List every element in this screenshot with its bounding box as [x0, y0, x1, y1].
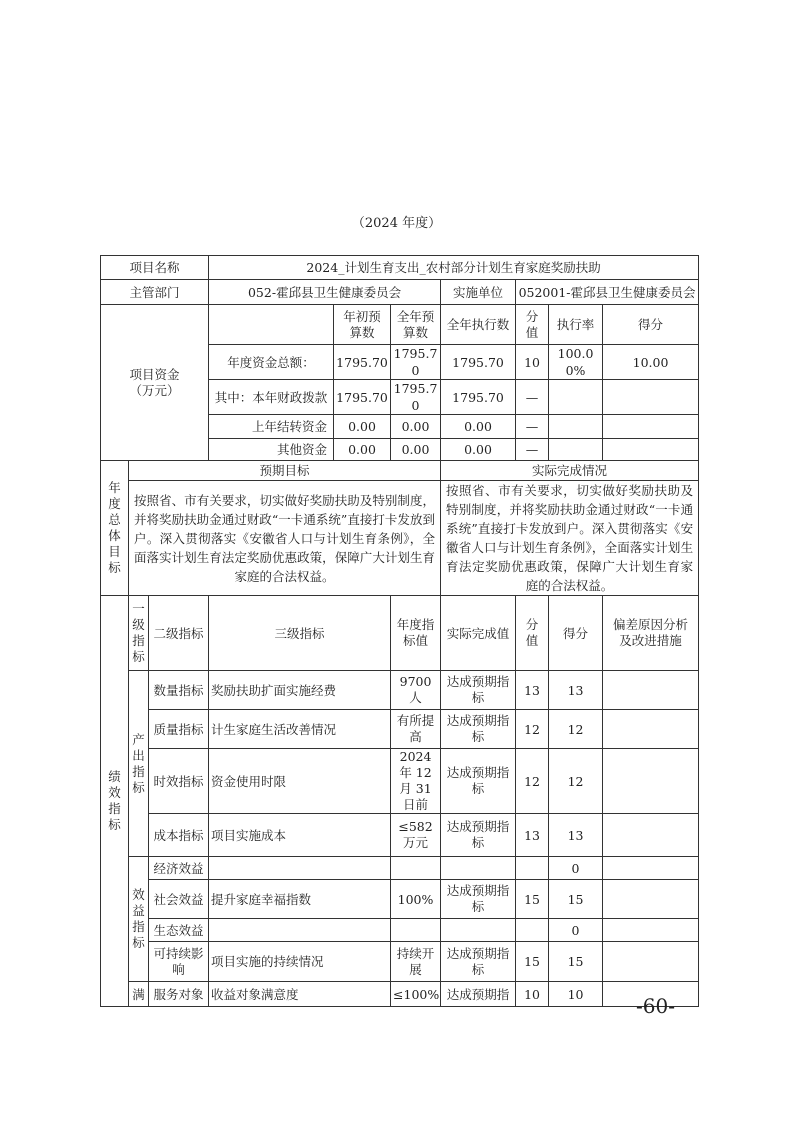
perf-weight: 10: [516, 982, 549, 1007]
dept-value: 052-霍邱县卫生健康委员会: [209, 280, 441, 305]
year-label: （2024 年度）: [351, 216, 442, 231]
perf-target: 2024 年 12 月 31 日前: [391, 749, 441, 814]
actual-goal-label: 实际完成情况: [441, 461, 699, 481]
perf-label: 绩效指标: [101, 596, 129, 1007]
funds-label: 项目资金（万元）: [101, 305, 209, 461]
perf-score: 15: [549, 880, 603, 919]
funds-cell: [549, 415, 603, 439]
funds-cell: 1795.70: [441, 380, 516, 415]
funds-cell: —: [516, 415, 549, 439]
funds-cell: 0.00: [391, 415, 441, 439]
perf-score: 15: [549, 942, 603, 982]
perf-l3: [209, 919, 391, 942]
perf-l3: 资金使用时限: [209, 749, 391, 814]
perf-weight: 13: [516, 814, 549, 857]
perf-l2: 数量指标: [149, 671, 209, 710]
perf-l3: 提升家庭幸福指数: [209, 880, 391, 919]
funds-cell: [549, 439, 603, 461]
goal-label: 年度总体目标: [101, 461, 129, 596]
perf-row: [101, 942, 699, 982]
perf-note: [603, 671, 699, 710]
perf-target: 持续开展: [391, 942, 441, 982]
perf-actual: 达成预期指标: [441, 814, 516, 857]
perf-note: [603, 919, 699, 942]
perf-actual: 达成预期指: [441, 982, 516, 1007]
expected-goal-text: 按照省、市有关要求，切实做好奖励扶助及特别制度，并将奖励扶助金通过财政“一卡通系统”直接打卡发放到户。深入贯彻落实《安徽省人口与计划生育条例》，全面落实计划生育法定奖励优惠政策，保障广大计划生育家庭的合法权益。: [129, 481, 441, 596]
perf-note: [603, 880, 699, 919]
perf-header: 得分: [549, 596, 603, 671]
perf-l2: 质量指标: [149, 710, 209, 749]
perf-l2: 社会效益: [149, 880, 209, 919]
perf-score: 12: [549, 710, 603, 749]
perf-score: 13: [549, 671, 603, 710]
project-name-label: 项目名称: [101, 256, 209, 280]
perf-row: [101, 814, 699, 857]
expected-goal-label: 预期目标: [129, 461, 441, 481]
perf-header: 分值: [516, 596, 549, 671]
perf-l3: 项目实施的持续情况: [209, 942, 391, 982]
funds-header: 得分: [603, 305, 699, 345]
funds-cell: 0.00: [391, 439, 441, 461]
perf-score: 12: [549, 749, 603, 814]
perf-weight: [516, 857, 549, 880]
funds-row-name: 其他资金: [209, 439, 334, 461]
perf-l3: [209, 857, 391, 880]
perf-target: 9700 人: [391, 671, 441, 710]
perf-row: [101, 710, 699, 749]
actual-goal-text: 按照省、市有关要求，切实做好奖励扶助及特别制度，并将奖励扶助金通过财政“一卡通系统”直接打卡发放到户。深入贯彻落实《安徽省人口与计划生育条例》，全面落实计划生育法定奖励优惠政策，保障广大计划生育家庭的合法权益。: [441, 481, 699, 596]
unit-value: 052001-霍邱县卫生健康委员会: [516, 280, 699, 305]
perf-score: 13: [549, 814, 603, 857]
perf-note: [603, 857, 699, 880]
perf-actual: [441, 919, 516, 942]
perf-score: 0: [549, 919, 603, 942]
perf-header: 一级指标: [129, 596, 149, 671]
perf-target: [391, 857, 441, 880]
funds-cell: 10: [516, 345, 549, 380]
perf-row: [101, 857, 699, 880]
perf-actual: 达成预期指标: [441, 942, 516, 982]
perf-target: 有所提高: [391, 710, 441, 749]
funds-cell: 0.00: [334, 415, 391, 439]
perf-l3: 收益对象满意度: [209, 982, 391, 1007]
perf-l2: 生态效益: [149, 919, 209, 942]
perf-score: 0: [549, 857, 603, 880]
perf-weight: 15: [516, 942, 549, 982]
funds-cell: 1795.70: [391, 345, 441, 380]
funds-header: 全年预算数: [391, 305, 441, 345]
perf-group: 满: [129, 982, 149, 1007]
funds-cell: 1795.70: [391, 380, 441, 415]
perf-l3: 计生家庭生活改善情况: [209, 710, 391, 749]
funds-cell: 10.00: [603, 345, 699, 380]
funds-cell: 1795.70: [334, 380, 391, 415]
funds-header: 分值: [516, 305, 549, 345]
perf-actual: 达成预期指标: [441, 671, 516, 710]
perf-note: [603, 942, 699, 982]
perf-row: [101, 671, 699, 710]
funds-header: 年初预算数: [334, 305, 391, 345]
page-number: -60-: [636, 994, 675, 1018]
perf-target: ≤582 万元: [391, 814, 441, 857]
perf-l3: 项目实施成本: [209, 814, 391, 857]
perf-l2: 成本指标: [149, 814, 209, 857]
funds-row-name: 上年结转资金: [209, 415, 334, 439]
perf-weight: 13: [516, 671, 549, 710]
funds-cell: 0.00: [334, 439, 391, 461]
perf-actual: 达成预期指标: [441, 749, 516, 814]
perf-row: [101, 919, 699, 942]
perf-note: [603, 710, 699, 749]
perf-actual: 达成预期指标: [441, 880, 516, 919]
perf-target: [391, 919, 441, 942]
perf-weight: 15: [516, 880, 549, 919]
funds-cell: 100.00%: [549, 345, 603, 380]
perf-actual: [441, 857, 516, 880]
funds-cell: [603, 415, 699, 439]
perf-row: [101, 749, 699, 814]
perf-actual: 达成预期指标: [441, 710, 516, 749]
project-name: 2024_计划生育支出_农村部分计划生育家庭奖励扶助: [209, 256, 699, 280]
funds-cell: 1795.70: [441, 345, 516, 380]
perf-header: 偏差原因分析及改进措施: [603, 596, 699, 671]
funds-header: 执行率: [549, 305, 603, 345]
perf-l2: 时效指标: [149, 749, 209, 814]
perf-group: 产出指标: [129, 671, 149, 857]
funds-cell: 0.00: [441, 439, 516, 461]
funds-cell: [603, 380, 699, 415]
funds-row-name: 年度资金总额：: [209, 345, 334, 380]
perf-weight: [516, 919, 549, 942]
funds-header: 全年执行数: [441, 305, 516, 345]
perf-note: [603, 814, 699, 857]
perf-header: 实际完成值: [441, 596, 516, 671]
perf-row: [101, 880, 699, 919]
funds-cell: [549, 380, 603, 415]
funds-cell: [603, 439, 699, 461]
funds-row-name: 其中：本年财政拨款: [209, 380, 334, 415]
perf-score: 10: [549, 982, 603, 1007]
performance-table: [100, 255, 699, 1007]
funds-cell: 1795.70: [334, 345, 391, 380]
funds-cell: —: [516, 439, 549, 461]
perf-row: [101, 982, 699, 1007]
funds-header-blank: [209, 305, 334, 345]
perf-target: 100%: [391, 880, 441, 919]
perf-l3: 奖励扶助扩面实施经费: [209, 671, 391, 710]
perf-l2: 可持续影响: [149, 942, 209, 982]
dept-label: 主管部门: [101, 280, 209, 305]
perf-header: 三级指标: [209, 596, 391, 671]
unit-label: 实施单位: [441, 280, 516, 305]
funds-cell: —: [516, 380, 549, 415]
perf-weight: 12: [516, 749, 549, 814]
perf-weight: 12: [516, 710, 549, 749]
perf-note: [603, 749, 699, 814]
funds-cell: 0.00: [441, 415, 516, 439]
perf-l2: 服务对象: [149, 982, 209, 1007]
perf-target: ≤100%: [391, 982, 441, 1007]
perf-group: 效益指标: [129, 857, 149, 982]
perf-header: 年度指标值: [391, 596, 441, 671]
perf-header: 二级指标: [149, 596, 209, 671]
perf-l2: 经济效益: [149, 857, 209, 880]
